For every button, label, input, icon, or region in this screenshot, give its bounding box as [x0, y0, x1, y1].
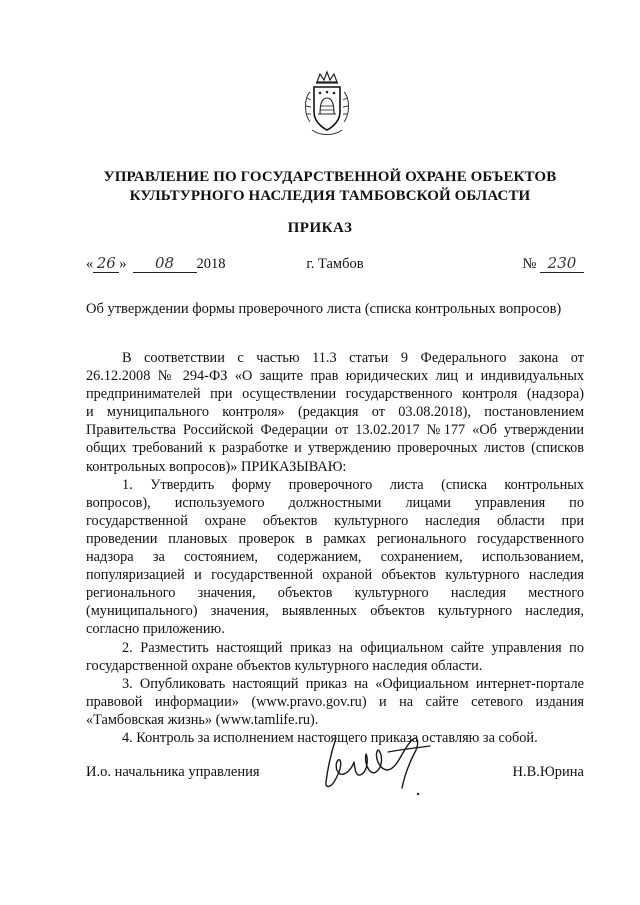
order-meta-row — [86, 256, 584, 276]
body-line: регионального значения, объектов культурного наследия местного — [86, 585, 584, 602]
body-line: 2. Разместить настоящий приказ на официальном сайте управления по — [122, 639, 584, 656]
order-body — [86, 349, 584, 747]
date-year: 2018 — [196, 256, 226, 272]
body-line: проведении плановых проверок в рамках регионального государственного — [86, 530, 584, 547]
body-line: предпринимателей при осуществлении государственного контроля (надзора) — [86, 386, 584, 403]
signer-title: И.о. начальника управления — [86, 764, 260, 780]
number-handwritten: 230 — [547, 254, 577, 272]
order-number — [523, 256, 584, 273]
date-day-handwritten: 26 — [96, 254, 116, 272]
signer-name: Н.В.Юрина — [512, 764, 584, 780]
body-line: 1. Утвердить форму проверочного листа (списка контрольных — [122, 476, 584, 493]
body-line: 3. Опубликовать настоящий приказ на «Официальном интернет-портале — [122, 675, 584, 692]
body-line: надзора за состоянием, содержанием, сохранением, использованием, — [86, 549, 584, 566]
body-line: (муниципального) значения, выявленных объектов культурного наследия, — [86, 603, 584, 620]
date-month-handwritten: 08 — [154, 254, 175, 272]
body-line: государственной охране объектов культурного наследия области. — [86, 657, 483, 674]
number-sign: № — [522, 256, 537, 272]
body-line: 4. Контроль за исполнением настоящего приказа оставляю за собой. — [122, 729, 538, 746]
date-close-quote: » — [119, 256, 127, 272]
date-open-quote: « — [86, 256, 94, 272]
body-line: и муниципального контроля» (редакция от 03.08.2018), постановлением — [86, 404, 584, 421]
signature-row — [86, 764, 584, 784]
coat-of-arms-icon — [300, 70, 354, 140]
organization-title-line-1: УПРАВЛЕНИЕ ПО ГОСУДАРСТВЕННОЙ ОХРАНЕ ОБЪЕКТОВ — [103, 169, 557, 185]
body-line: вопросов), используемого должностными лицами управления по — [86, 494, 584, 511]
body-line: «Тамбовская жизнь» (www.tamlife.ru). — [86, 711, 319, 728]
organization-title — [60, 168, 600, 206]
body-line: Правительства Российской Федерации от 13.02.2017 №177 «Об утверждении — [86, 422, 584, 439]
order-city: г. Тамбов — [306, 256, 364, 272]
number-field — [540, 256, 584, 273]
body-line: государственной охране объектов культурного наследия области при — [86, 512, 584, 529]
body-line: В соответствии с частью 11.3 статьи 9 Федерального закона от — [122, 350, 584, 366]
body-line: правовой информации» (www.pravo.gov.ru) и на сайте сетевого издания — [86, 693, 584, 710]
body-line: контрольных вопросов)» ПРИКАЗЫВАЮ: — [86, 458, 347, 475]
body-line: 26.12.2008 № 294-ФЗ «О защите прав юридических лиц и индивидуальных — [86, 368, 584, 385]
organization-title-line-2: КУЛЬТУРНОГО НАСЛЕДИЯ ТАМБОВСКОЙ ОБЛАСТИ — [129, 188, 531, 204]
document-type: ПРИКАЗ — [287, 220, 353, 236]
body-line: общих требований к разработке и утверждению проверочных листов (списков — [86, 440, 584, 457]
body-line: популяризацией и государственной охраной объектов культурного наследия — [86, 567, 584, 584]
order-subject: Об утверждении формы проверочного листа (списка контрольных вопросов) — [86, 301, 562, 317]
body-line: согласно приложению. — [86, 621, 225, 638]
